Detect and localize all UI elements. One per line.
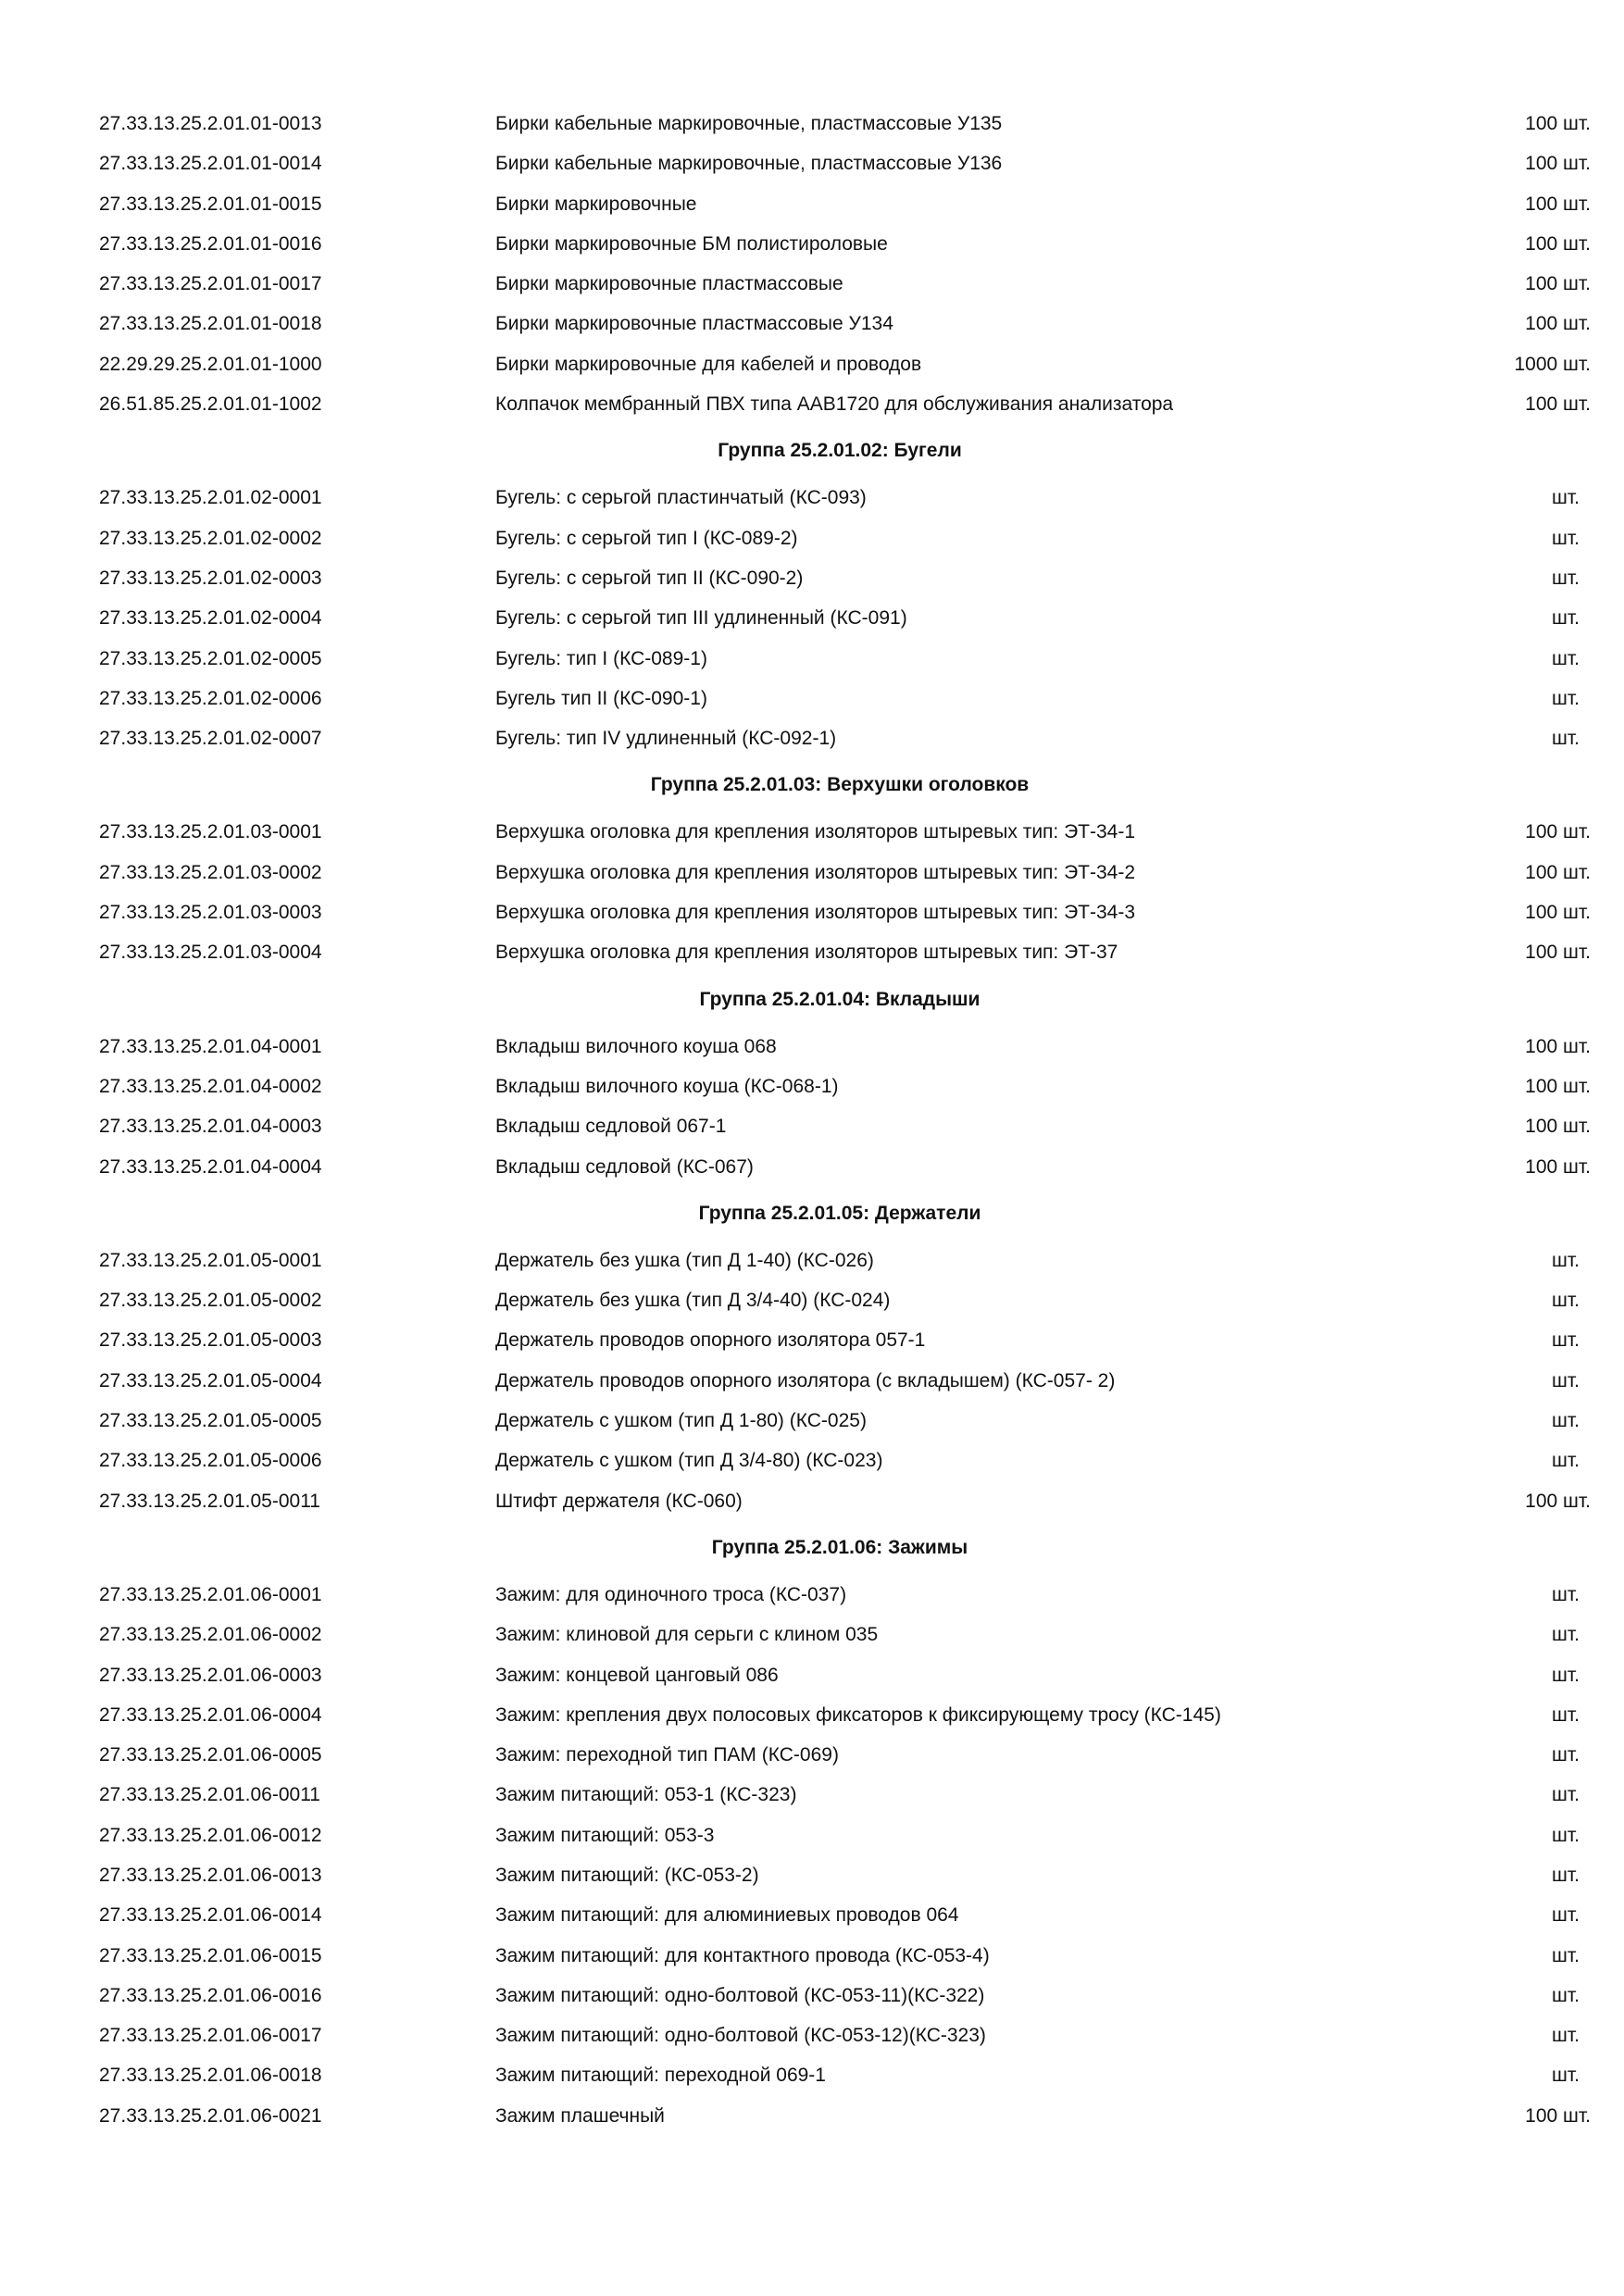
item-unit: шт. (1552, 567, 1580, 589)
list-item (0, 1401, 1624, 1441)
item-code: 27.33.13.25.2.01.01-0017 (99, 273, 322, 295)
item-name: Зажим питающий: для контактного провода (КС-053-4) (495, 1944, 990, 1966)
item-name: Держатель без ушка (тип Д 3/4-40) (КС-024) (495, 1290, 891, 1312)
item-unit: шт. (1552, 1824, 1580, 1846)
item-unit: шт. (1552, 1664, 1580, 1686)
item-name: Вкладыш вилочного коуша (КС-068-1) (495, 1075, 839, 1097)
item-code: 27.33.13.25.2.01.06-0001 (99, 1583, 322, 1605)
group-title: Группа 25.2.01.03: Верхушки оголовков (650, 774, 1030, 796)
item-unit: 100 шт. (1525, 1116, 1591, 1138)
list-item (0, 718, 1624, 758)
item-name: Зажим: концевой цанговый 086 (495, 1664, 779, 1686)
group-title: Группа 25.2.01.02: Бугели (718, 440, 962, 462)
list-item (0, 1481, 1624, 1521)
item-unit: шт. (1552, 2065, 1580, 2087)
item-name: Держатель с ушком (тип Д 3/4-80) (КС-023) (495, 1450, 883, 1472)
item-unit: 100 шт. (1525, 2104, 1591, 2127)
item-code: 27.33.13.25.2.01.06-0013 (99, 1864, 322, 1886)
item-code: 27.33.13.25.2.01.06-0017 (99, 2025, 322, 2047)
item-code: 27.33.13.25.2.01.01-0018 (99, 313, 322, 335)
list-item (0, 1241, 1624, 1280)
item-name: Зажим: для одиночного троса (КС-037) (495, 1583, 847, 1605)
list-item (0, 1320, 1624, 1360)
item-name: Держатель с ушком (тип Д 1-80) (КС-025) (495, 1410, 867, 1432)
list-item (0, 144, 1624, 183)
item-unit: шт. (1552, 1450, 1580, 1472)
item-unit: шт. (1552, 1904, 1580, 1927)
item-unit: 100 шт. (1525, 393, 1591, 416)
item-code: 27.33.13.25.2.01.06-0021 (99, 2104, 322, 2127)
item-unit: шт. (1552, 527, 1580, 549)
list-item (0, 224, 1624, 264)
item-code: 27.33.13.25.2.01.01-0014 (99, 153, 322, 175)
list-item (0, 1106, 1624, 1146)
list-item (0, 1936, 1624, 1976)
group-title: Группа 25.2.01.04: Вкладыши (699, 988, 981, 1010)
item-code: 27.33.13.25.2.01.06-0018 (99, 2065, 322, 2087)
item-code: 27.33.13.25.2.01.06-0016 (99, 1984, 322, 2006)
list-item (0, 1775, 1624, 1815)
item-code: 27.33.13.25.2.01.02-0006 (99, 687, 322, 709)
list-item (0, 184, 1624, 224)
group-heading (0, 758, 1624, 812)
item-name: Зажим: клиновой для серьги с клином 035 (495, 1624, 879, 1646)
list-item (0, 853, 1624, 892)
item-unit: шт. (1552, 607, 1580, 630)
list-item (0, 679, 1624, 718)
list-item (0, 104, 1624, 144)
item-unit: 100 шт. (1525, 1155, 1591, 1178)
group-heading (0, 424, 1624, 478)
item-code: 27.33.13.25.2.01.06-0003 (99, 1664, 322, 1686)
item-code: 27.33.13.25.2.01.02-0004 (99, 607, 322, 630)
list-item (0, 1027, 1624, 1067)
item-name: Бугель: с серьгой тип III удлиненный (КС-091) (495, 607, 907, 630)
item-name: Зажим питающий: переходной 069-1 (495, 2065, 826, 2087)
list-item (0, 639, 1624, 679)
list-item (0, 598, 1624, 638)
item-name: Бирки маркировочные БМ полистироловые (495, 232, 888, 255)
list-item (0, 1441, 1624, 1480)
item-name: Бугель: с серьгой тип II (КС-090-2) (495, 567, 804, 589)
item-code: 27.33.13.25.2.01.05-0005 (99, 1410, 322, 1432)
item-list (0, 104, 1624, 2136)
item-unit: шт. (1552, 1744, 1580, 1766)
item-code: 27.33.13.25.2.01.01-0016 (99, 232, 322, 255)
item-code: 27.33.13.25.2.01.02-0001 (99, 487, 322, 509)
list-item (0, 478, 1624, 518)
item-code: 27.33.13.25.2.01.04-0004 (99, 1155, 322, 1178)
list-item (0, 892, 1624, 932)
item-name: Держатель без ушка (тип Д 1-40) (КС-026) (495, 1249, 874, 1271)
item-name: Бугель: с серьгой пластинчатый (КС-093) (495, 487, 867, 509)
item-unit: 100 шт. (1525, 153, 1591, 175)
item-name: Колпачок мембранный ПВХ типа AAB1720 для обслуживания анализатора (495, 393, 1174, 416)
item-unit: 1000 шт. (1514, 353, 1591, 375)
item-name: Зажим питающий: (КС-053-2) (495, 1864, 759, 1886)
item-name: Бугель: тип IV удлиненный (КС-092-1) (495, 728, 837, 750)
item-unit: шт. (1552, 1784, 1580, 1806)
item-name: Бугель тип II (КС-090-1) (495, 687, 707, 709)
list-item (0, 518, 1624, 558)
item-unit: 100 шт. (1525, 193, 1591, 215)
item-name: Зажим питающий: 053-3 (495, 1824, 715, 1846)
item-code: 27.33.13.25.2.01.06-0011 (99, 1784, 320, 1806)
list-item (0, 304, 1624, 343)
item-name: Верхушка оголовка для крепления изоляторов штыревых тип: ЭТ-37 (495, 942, 1118, 964)
item-name: Штифт держателя (КС-060) (495, 1490, 743, 1512)
item-unit: шт. (1552, 687, 1580, 709)
item-name: Верхушка оголовка для крепления изоляторов штыревых тип: ЭТ-34-3 (495, 902, 1136, 924)
item-code: 27.33.13.25.2.01.02-0005 (99, 647, 322, 669)
item-name: Зажим питающий: одно-болтовой (КС-053-11)(КС-322) (495, 1984, 985, 2006)
item-code: 27.33.13.25.2.01.05-0004 (99, 1369, 322, 1391)
group-heading (0, 1521, 1624, 1575)
item-unit: шт. (1552, 1369, 1580, 1391)
item-unit: 100 шт. (1525, 942, 1591, 964)
group-heading (0, 1187, 1624, 1241)
list-item (0, 2055, 1624, 2095)
item-name: Бирки маркировочные пластмассовые У134 (495, 313, 893, 335)
item-code: 27.33.13.25.2.01.06-0014 (99, 1904, 322, 1927)
list-item (0, 1280, 1624, 1320)
list-item (0, 1575, 1624, 1615)
item-code: 26.51.85.25.2.01.01-1002 (99, 393, 322, 416)
item-unit: шт. (1552, 2025, 1580, 2047)
item-name: Бирки маркировочные для кабелей и проводов (495, 353, 922, 375)
item-code: 27.33.13.25.2.01.04-0001 (99, 1035, 322, 1057)
item-name: Держатель проводов опорного изолятора (с вкладышем) (КС-057- 2) (495, 1369, 1116, 1391)
list-item (0, 1695, 1624, 1735)
item-unit: шт. (1552, 1329, 1580, 1352)
item-unit: шт. (1552, 1944, 1580, 1966)
item-name: Бирки кабельные маркировочные, пластмассовые У136 (495, 153, 1003, 175)
item-unit: 100 шт. (1525, 113, 1591, 134)
item-unit: 100 шт. (1525, 232, 1591, 255)
item-name: Вкладыш седловой (КС-067) (495, 1155, 754, 1178)
item-code: 27.33.13.25.2.01.06-0015 (99, 1944, 322, 1966)
item-code: 27.33.13.25.2.01.03-0003 (99, 902, 322, 924)
list-item (0, 1855, 1624, 1895)
list-item (0, 2096, 1624, 2136)
list-item (0, 1147, 1624, 1187)
item-code: 27.33.13.25.2.01.01-0013 (99, 113, 322, 134)
item-unit: шт. (1552, 1624, 1580, 1646)
group-heading (0, 973, 1624, 1027)
item-name: Зажим: крепления двух полосовых фиксаторов к фиксирующему тросу (КС-145) (495, 1703, 1221, 1726)
list-item (0, 558, 1624, 598)
list-item (0, 1361, 1624, 1401)
item-code: 27.33.13.25.2.01.06-0004 (99, 1703, 322, 1726)
item-code: 27.33.13.25.2.01.03-0004 (99, 942, 322, 964)
item-name: Зажим: переходной тип ПАМ (КС-069) (495, 1744, 839, 1766)
list-item (0, 1735, 1624, 1775)
item-code: 27.33.13.25.2.01.02-0003 (99, 567, 322, 589)
list-item (0, 2015, 1624, 2055)
item-code: 27.33.13.25.2.01.01-0015 (99, 193, 322, 215)
item-name: Бугель: с серьгой тип I (КС-089-2) (495, 527, 798, 549)
item-code: 27.33.13.25.2.01.05-0011 (99, 1490, 320, 1512)
item-name: Зажим питающий: для алюминиевых проводов 064 (495, 1904, 959, 1927)
item-unit: 100 шт. (1525, 861, 1591, 883)
item-name: Зажим плашечный (495, 2104, 665, 2127)
item-unit: шт. (1552, 1703, 1580, 1726)
item-unit: шт. (1552, 487, 1580, 509)
item-name: Бирки маркировочные пластмассовые (495, 273, 843, 295)
item-name: Бирки маркировочные (495, 193, 697, 215)
item-unit: 100 шт. (1525, 1035, 1591, 1057)
list-item (0, 1976, 1624, 2015)
item-code: 27.33.13.25.2.01.03-0002 (99, 861, 322, 883)
item-code: 27.33.13.25.2.01.02-0007 (99, 728, 322, 750)
item-code: 27.33.13.25.2.01.04-0003 (99, 1116, 322, 1138)
item-unit: шт. (1552, 728, 1580, 750)
item-unit: 100 шт. (1525, 902, 1591, 924)
item-code: 27.33.13.25.2.01.05-0001 (99, 1249, 322, 1271)
item-name: Верхушка оголовка для крепления изоляторов штыревых тип: ЭТ-34-1 (495, 821, 1136, 843)
item-code: 27.33.13.25.2.01.05-0006 (99, 1450, 322, 1472)
group-title: Группа 25.2.01.06: Зажимы (711, 1536, 968, 1558)
item-name: Зажим питающий: 053-1 (КС-323) (495, 1784, 797, 1806)
item-name: Вкладыш седловой 067-1 (495, 1116, 727, 1138)
item-unit: шт. (1552, 1583, 1580, 1605)
item-unit: шт. (1552, 1410, 1580, 1432)
item-unit: шт. (1552, 1984, 1580, 2006)
list-item (0, 264, 1624, 304)
list-item (0, 812, 1624, 852)
item-name: Зажим питающий: одно-болтовой (КС-053-12)(КС-323) (495, 2025, 986, 2047)
item-unit: шт. (1552, 1290, 1580, 1312)
item-code: 27.33.13.25.2.01.02-0002 (99, 527, 322, 549)
list-item (0, 1655, 1624, 1695)
item-code: 27.33.13.25.2.01.06-0002 (99, 1624, 322, 1646)
item-name: Бирки кабельные маркировочные, пластмассовые У135 (495, 113, 1003, 134)
item-unit: 100 шт. (1525, 273, 1591, 295)
item-name: Бугель: тип I (КС-089-1) (495, 647, 707, 669)
item-unit: шт. (1552, 1249, 1580, 1271)
item-code: 27.33.13.25.2.01.06-0005 (99, 1744, 322, 1766)
item-name: Держатель проводов опорного изолятора 057-1 (495, 1329, 926, 1352)
list-item (0, 1895, 1624, 1935)
item-name: Вкладыш вилочного коуша 068 (495, 1035, 777, 1057)
item-code: 22.29.29.25.2.01.01-1000 (99, 353, 322, 375)
list-item (0, 1615, 1624, 1654)
item-code: 27.33.13.25.2.01.05-0003 (99, 1329, 322, 1352)
list-item (0, 344, 1624, 384)
list-item (0, 932, 1624, 972)
item-code: 27.33.13.25.2.01.05-0002 (99, 1290, 322, 1312)
item-unit: шт. (1552, 647, 1580, 669)
item-unit: шт. (1552, 1864, 1580, 1886)
item-unit: 100 шт. (1525, 1490, 1591, 1512)
list-item (0, 1067, 1624, 1106)
item-unit: 100 шт. (1525, 821, 1591, 843)
item-unit: 100 шт. (1525, 313, 1591, 335)
group-title: Группа 25.2.01.05: Держатели (698, 1202, 981, 1224)
list-item (0, 1816, 1624, 1855)
list-item (0, 384, 1624, 424)
item-code: 27.33.13.25.2.01.06-0012 (99, 1824, 322, 1846)
item-code: 27.33.13.25.2.01.03-0001 (99, 821, 322, 843)
item-unit: 100 шт. (1525, 1075, 1591, 1097)
item-code: 27.33.13.25.2.01.04-0002 (99, 1075, 322, 1097)
item-name: Верхушка оголовка для крепления изоляторов штыревых тип: ЭТ-34-2 (495, 861, 1136, 883)
